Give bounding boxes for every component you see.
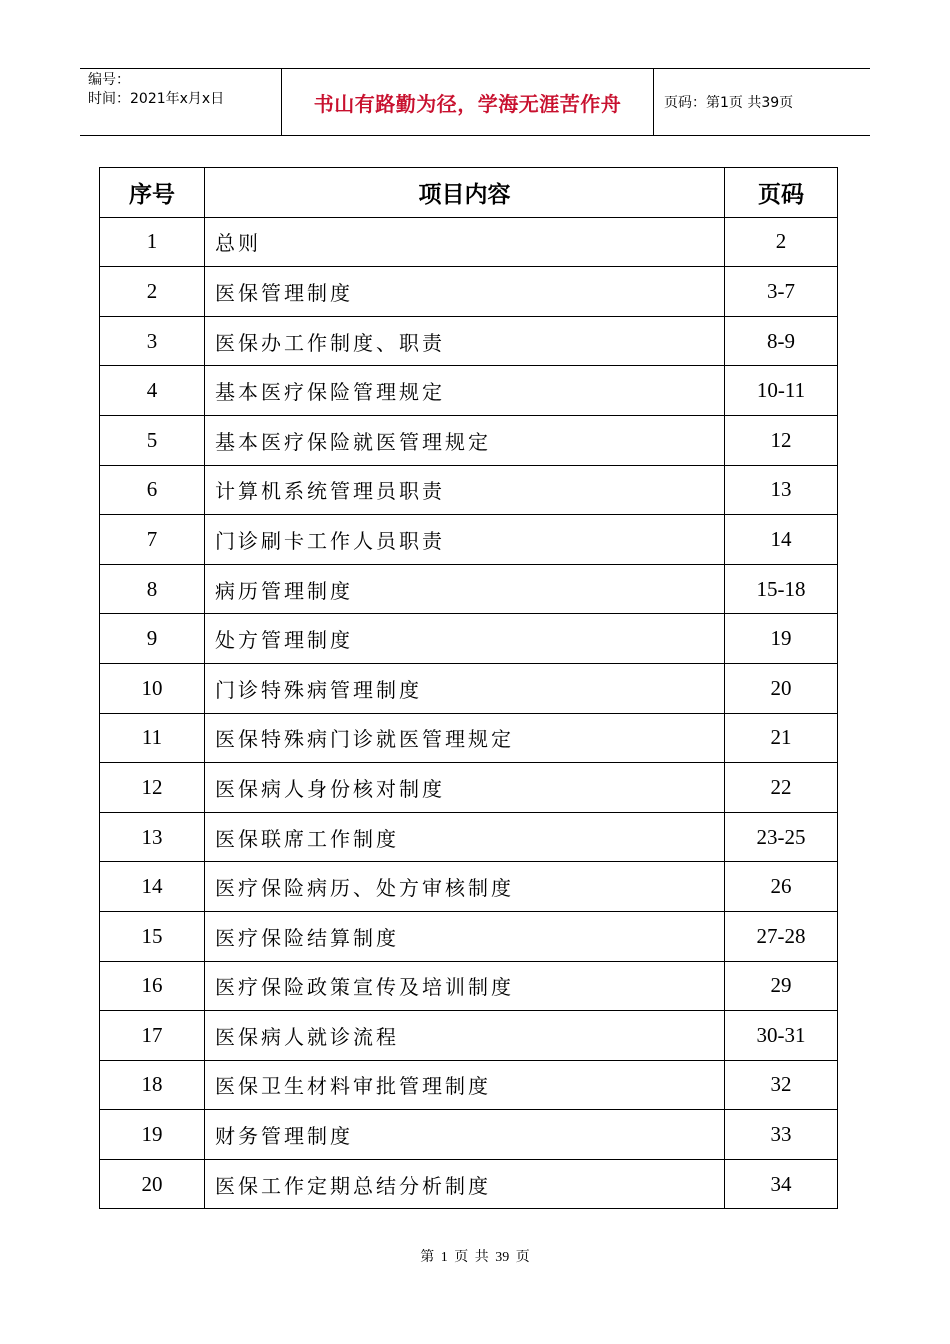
row-title: 处方管理制度 [205, 614, 725, 664]
row-page: 34 [725, 1159, 838, 1209]
row-title: 基本医疗保险就医管理规定 [205, 415, 725, 465]
row-number: 17 [100, 1011, 205, 1061]
row-page: 26 [725, 862, 838, 912]
column-header-title: 项目内容 [205, 168, 725, 218]
row-page: 30-31 [725, 1011, 838, 1061]
row-page: 21 [725, 713, 838, 763]
row-title: 医疗保险病历、处方审核制度 [205, 862, 725, 912]
row-title: 医保特殊病门诊就医管理规定 [205, 713, 725, 763]
page-header [80, 68, 870, 136]
table-row [100, 465, 838, 515]
header-page-info: 页码：第1页 共39页 [664, 95, 794, 111]
row-number: 9 [100, 614, 205, 664]
row-title: 计算机系统管理员职责 [205, 465, 725, 515]
column-header-page: 页码 [725, 168, 838, 218]
table-row [100, 564, 838, 614]
header-meta [80, 69, 282, 135]
row-page: 3-7 [725, 267, 838, 317]
row-page: 2 [725, 217, 838, 267]
table-row [100, 1011, 838, 1061]
row-number: 18 [100, 1060, 205, 1110]
row-number: 7 [100, 515, 205, 565]
row-title: 基本医疗保险管理规定 [205, 366, 725, 416]
table-row [100, 415, 838, 465]
table-header-row [100, 168, 838, 218]
row-page: 27-28 [725, 911, 838, 961]
row-number: 11 [100, 713, 205, 763]
header-motto: 书山有路勤为径，学海无涯苦作舟 [282, 69, 654, 135]
row-title: 医保病人身份核对制度 [205, 763, 725, 813]
row-title: 门诊特殊病管理制度 [205, 663, 725, 713]
row-page: 12 [725, 415, 838, 465]
table-row [100, 1110, 838, 1160]
row-number: 1 [100, 217, 205, 267]
row-page: 13 [725, 465, 838, 515]
row-title: 医保工作定期总结分析制度 [205, 1159, 725, 1209]
table-row [100, 366, 838, 416]
row-page: 15-18 [725, 564, 838, 614]
column-header-number: 序号 [100, 168, 205, 218]
row-number: 16 [100, 961, 205, 1011]
row-page: 20 [725, 663, 838, 713]
row-number: 8 [100, 564, 205, 614]
row-page: 33 [725, 1110, 838, 1160]
table-body [100, 217, 838, 1209]
row-page: 22 [725, 763, 838, 813]
table-row [100, 515, 838, 565]
table-row [100, 713, 838, 763]
row-number: 13 [100, 812, 205, 862]
table-of-contents [99, 167, 838, 1209]
table-row [100, 217, 838, 267]
table-row [100, 1060, 838, 1110]
row-title: 医保卫生材料审批管理制度 [205, 1060, 725, 1110]
row-title: 门诊刷卡工作人员职责 [205, 515, 725, 565]
document-time-label: 时间：2021年x月x日 [88, 91, 225, 107]
row-number: 2 [100, 267, 205, 317]
table-row [100, 663, 838, 713]
row-number: 6 [100, 465, 205, 515]
row-number: 20 [100, 1159, 205, 1209]
row-number: 19 [100, 1110, 205, 1160]
row-page: 29 [725, 961, 838, 1011]
row-number: 12 [100, 763, 205, 813]
row-title: 医保办工作制度、职责 [205, 316, 725, 366]
row-title: 财务管理制度 [205, 1110, 725, 1160]
table-row [100, 267, 838, 317]
row-page: 32 [725, 1060, 838, 1110]
row-page: 19 [725, 614, 838, 664]
row-title: 医疗保险政策宣传及培训制度 [205, 961, 725, 1011]
table-row [100, 316, 838, 366]
row-page: 23-25 [725, 812, 838, 862]
document-number-label: 编号： [88, 72, 130, 88]
row-number: 4 [100, 366, 205, 416]
row-title: 医保管理制度 [205, 267, 725, 317]
row-number: 10 [100, 663, 205, 713]
row-title: 总则 [205, 217, 725, 267]
row-page: 14 [725, 515, 838, 565]
table-row [100, 1159, 838, 1209]
row-title: 病历管理制度 [205, 564, 725, 614]
row-title: 医保病人就诊流程 [205, 1011, 725, 1061]
row-number: 5 [100, 415, 205, 465]
row-title: 医疗保险结算制度 [205, 911, 725, 961]
table-row [100, 763, 838, 813]
row-number: 15 [100, 911, 205, 961]
row-page: 10-11 [725, 366, 838, 416]
table-row [100, 911, 838, 961]
row-number: 14 [100, 862, 205, 912]
table-row [100, 812, 838, 862]
table-row [100, 961, 838, 1011]
table-row [100, 862, 838, 912]
row-number: 3 [100, 316, 205, 366]
page-footer: 第 1 页 共 39 页 [420, 1250, 530, 1265]
table-row [100, 614, 838, 664]
row-title: 医保联席工作制度 [205, 812, 725, 862]
row-page: 8-9 [725, 316, 838, 366]
